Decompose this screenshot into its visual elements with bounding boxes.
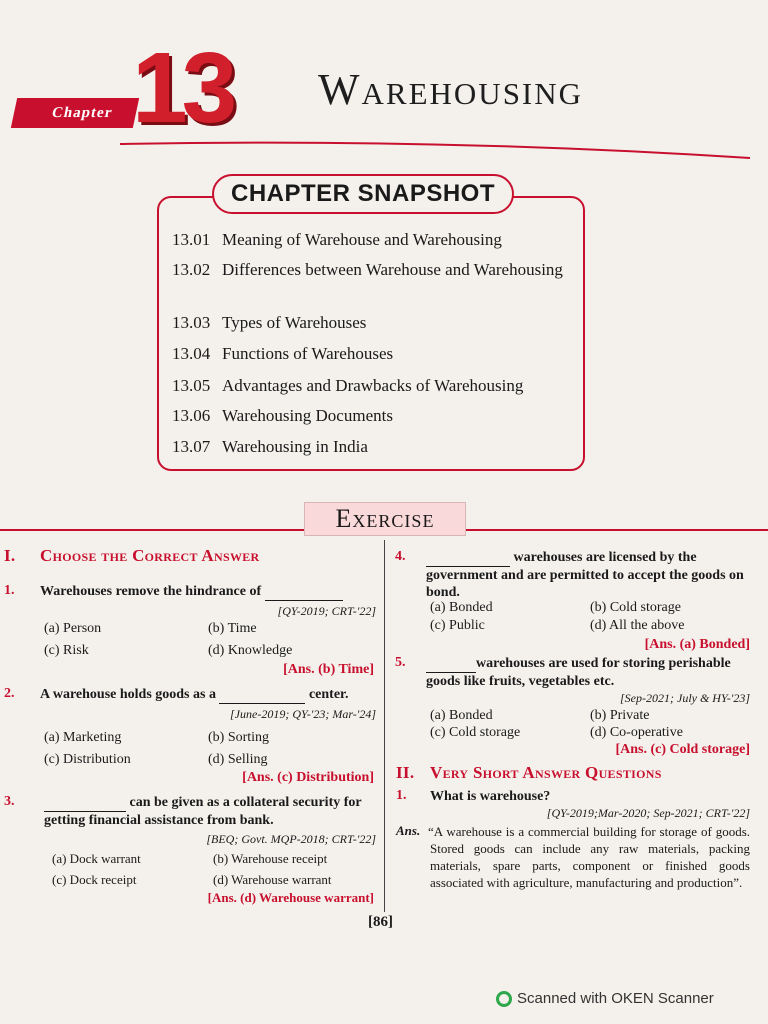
question-number: 2.	[4, 686, 15, 701]
section-heading: Choose the Correct Answer	[40, 546, 260, 565]
section-heading: Very Short Answer Questions	[430, 763, 662, 782]
option: (d) Warehouse warrant	[213, 872, 332, 887]
option: (a) Dock warrant	[52, 851, 141, 866]
option: (b) Sorting	[208, 730, 270, 745]
question-number: 3.	[4, 794, 15, 809]
answer-key: [Ans. (c) Distribution]	[242, 770, 374, 785]
question-stem-end: warehouses are licensed by the government and are permitted to accept the goods on bond.	[426, 550, 744, 600]
question-number: 5.	[395, 655, 406, 670]
option: (d) Knowledge	[208, 643, 293, 658]
option: (a) Bonded	[430, 600, 493, 615]
answer-key: [Ans. (a) Bonded]	[644, 637, 750, 652]
option: (c) Public	[430, 618, 485, 633]
question-stem-end: can be given as a collateral security for getting financial assistance from bank.	[44, 795, 362, 828]
answer-blank	[426, 549, 510, 567]
option: (d) Selling	[208, 752, 268, 767]
chapter-label: Chapter	[11, 98, 139, 128]
question-number: 1.	[396, 788, 407, 803]
answer-key: [Ans. (d) Warehouse warrant]	[207, 890, 374, 905]
answer-blank	[219, 686, 305, 704]
option: (a) Marketing	[44, 730, 122, 745]
snapshot-item-text: Advantages and Drawbacks of Warehousing	[222, 376, 524, 395]
option: (d) All the above	[590, 618, 685, 633]
answer-key: [Ans. (c) Cold storage]	[615, 742, 750, 757]
option: (b) Cold storage	[590, 600, 681, 615]
snapshot-item	[172, 312, 572, 333]
option: (a) Person	[44, 621, 102, 636]
snapshot-item	[172, 375, 572, 396]
option: (a) Bonded	[430, 708, 493, 723]
snapshot-item	[172, 343, 572, 364]
answer-key: [Ans. (b) Time]	[283, 662, 374, 677]
answer-label: Ans.	[396, 823, 421, 838]
question-stem: A warehouse holds goods as a	[40, 687, 216, 702]
option: (b) Warehouse receipt	[213, 851, 328, 866]
snapshot-item-number: 13.07	[172, 437, 211, 456]
column-divider	[384, 540, 385, 912]
question-number: 1.	[4, 583, 15, 598]
snapshot-item-text: Warehousing Documents	[222, 406, 393, 425]
scanner-logo-icon	[496, 991, 512, 1007]
question-number: 4.	[395, 549, 406, 564]
snapshot-item-number: 13.06	[172, 406, 211, 425]
question-text	[426, 549, 752, 601]
snapshot-item-number: 13.03	[172, 313, 211, 332]
answer-blank	[265, 583, 343, 601]
snapshot-item-text: Differences between Warehouse and Warehousing	[222, 260, 563, 279]
question-text	[40, 686, 380, 704]
question-reference: [QY-2019;Mar-2020; Sep-2021; CRT-'22]	[546, 806, 750, 820]
snapshot-item-text: Types of Warehouses	[222, 313, 367, 332]
chapter-title: Warehousing	[318, 65, 584, 114]
snapshot-item-number: 13.01	[172, 230, 211, 249]
question-stem: Warehouses remove the hindrance of	[40, 584, 262, 599]
snapshot-item	[172, 229, 572, 250]
question-text: What is warehouse?	[430, 789, 551, 804]
snapshot-item-number: 13.02	[172, 260, 211, 279]
snapshot-item	[172, 436, 572, 457]
snapshot-item	[172, 405, 572, 426]
answer-blank	[44, 794, 126, 812]
question-text	[44, 794, 378, 829]
option: (c) Cold storage	[430, 725, 521, 740]
snapshot-item	[172, 259, 572, 280]
snapshot-item-text: Warehousing in India	[222, 437, 368, 456]
option: (c) Dock receipt	[52, 872, 137, 887]
snapshot-item-text: Functions of Warehouses	[222, 344, 394, 363]
question-stem-end: warehouses are used for storing perishable goods like fruits, vegetables etc.	[426, 656, 731, 689]
question-reference: [BEQ; Govt. MQP-2018; CRT-'22]	[206, 832, 376, 846]
question-text	[426, 655, 752, 690]
option: (b) Time	[208, 621, 257, 636]
section-number: I.	[4, 546, 16, 565]
question-stem-end: center.	[308, 687, 349, 702]
page-number: [86]	[368, 914, 393, 930]
snapshot-item-number: 13.05	[172, 376, 211, 395]
question-reference: [Sep-2021; July & HY-'23]	[620, 691, 750, 705]
scanner-watermark: Scanned with OKEN Scanner	[517, 990, 714, 1007]
question-text	[40, 583, 376, 601]
option: (b) Private	[590, 708, 650, 723]
question-reference: [QY-2019; CRT-'22]	[277, 604, 376, 618]
section-number: II.	[396, 763, 415, 782]
question-reference: [June-2019; QY-'23; Mar-'24]	[230, 707, 376, 721]
exercise-title: Exercise	[304, 502, 466, 536]
snapshot-title: CHAPTER SNAPSHOT	[212, 174, 514, 214]
header-divider	[120, 140, 750, 162]
option: (c) Distribution	[44, 752, 131, 767]
option: (c) Risk	[44, 643, 89, 658]
option: (d) Co-operative	[590, 725, 683, 740]
snapshot-item-number: 13.04	[172, 344, 211, 363]
snapshot-item-text: Meaning of Warehouse and Warehousing	[222, 230, 502, 249]
answer-blank	[426, 655, 476, 673]
chapter-number: 13	[132, 32, 232, 144]
answer-text: “A warehouse is a commercial building for storage of goods. Stored goods can include any raw materials, packing materials, spare parts, component or finished goods associated with agriculture, manufacturing and production”.	[428, 824, 750, 890]
